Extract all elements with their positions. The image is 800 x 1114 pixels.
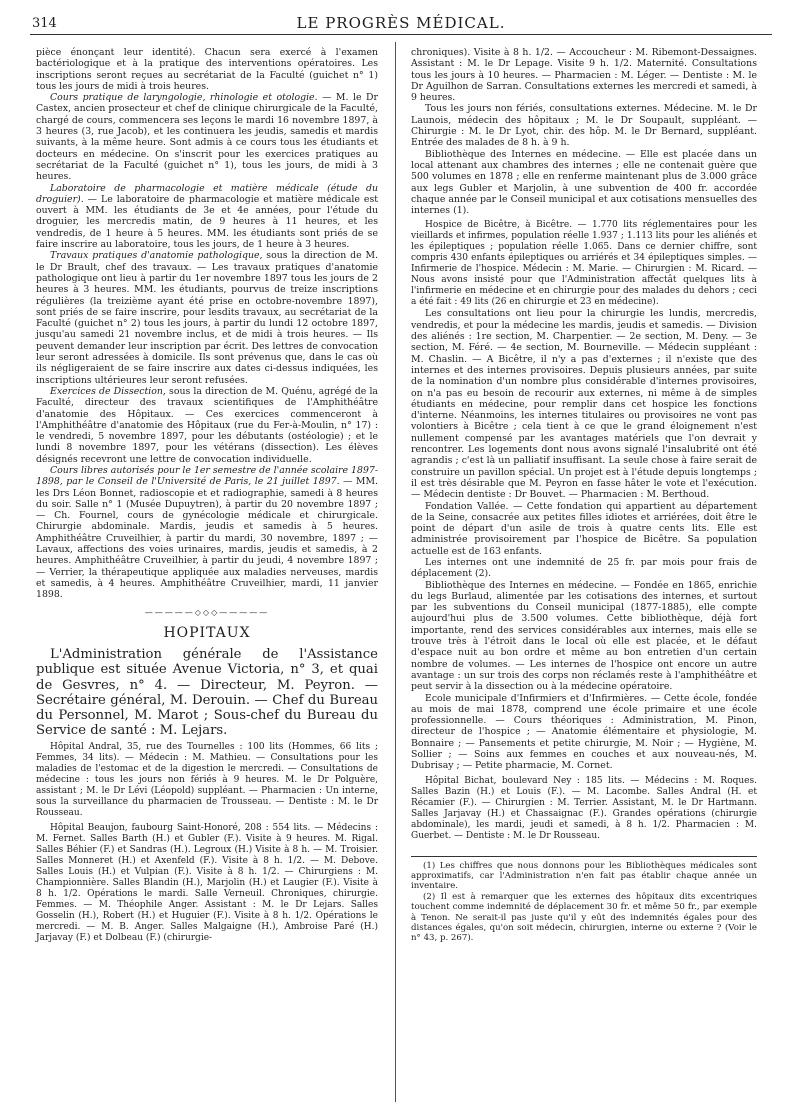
right-column (411, 47, 757, 944)
paragraph (36, 465, 378, 601)
paragraph: Tous les jours non fériés, consultations externes. Médecine. M. le Dr Launois, médecin des hôpitaux ; M. le Dr Soupault, suppléant. — Chirurgie : M. le Dr Lyot, chir. des hôp. M. le Dr Bernard, suppléant. Entrée des malades de 8 h. à 9 h. (411, 103, 757, 149)
separator-ornament: —————◇◇◇————— (144, 607, 270, 617)
left-column (36, 47, 378, 944)
column-divider (395, 42, 396, 1102)
paragraph: Bibliothèque des Internes en médecine. — Fondée en 1865, enrichie du legs Burlaud, alimentée par les cotisations des internes, et surtout par les subventions du Conseil municipal (1877-1885), elle compte aujourd'hui plus de 3.500 volumes. Cette bibliothèque, déjà fort importante, rend des services considérables aux internes, mais elle se trouve très à l'étroit dans le local où elle est placée, et le défaut d'espace nuit au bon ordre et même au bon entretien d'un certain nombre de volumes. — Les internes de l'hospice ont encore un autre avantage : un sur trois des corps non réclamés reste à l'amphithéâtre et peut servir à la dissection ou à la médecine opératoire. (411, 579, 757, 693)
page-number: 314 (32, 16, 57, 31)
paragraph-body: — M. le Dr Castex, ancien prosecteur et chef de clinique chirurgicale de la Faculté, chargé de cours, commencera ses leçons le mardi 16 novembre 1897, à 3 heures (3, rue Jacob), et les continuera les jeudis, samedis et mardis suivants, à la même heure. Sont admis à ce cours tous les étudiants et docteurs en médecine. On s'inscrit pour les exercices pratiques au secrétariat de la Faculté (guichet n° 1), tous les jours, de midi à 3 heures. (36, 92, 378, 183)
footnote-rule (411, 856, 757, 857)
paragraph: Ecole municipale d'Infirmiers et d'Infirmières. — Cette école, fondée au mois de mai 1878, comprend une école primaire et une école professionnelle. — Cours théoriques : Administration, M. Pinon, directeur de l'hospice ; — Anatomie élémentaire et physiologie, M. Bonnaire ; — Pansements et petite chirurgie, M. Noir ; — Hygiène, M. Sollier ; — Soins aux femmes en couches et aux nouveau-nés, M. Dubrisay ; — Petite pharmacie, M. Cornet. (411, 692, 757, 772)
page-header (30, 12, 772, 35)
section-title: HOPITAUX (163, 624, 251, 641)
paragraph (36, 92, 378, 182)
paragraph-body: — Le laboratoire de pharmacologie et matière médicale est ouvert à MM. les étudiants de 3e et 4e années, pour l'étude du droguier, les mercredis matin, de 9 heures à 11 heures, et les vendredis, de 1 heure à 5 heures. MM. les étudiants sont priés de se faire inscrire au laboratoire, tous les jours, de 1 heure à 3 heures. (36, 193, 378, 251)
lead-paragraph: L'Administration générale de l'Assistance publique est située Avenue Victoria, n° 3, et quai de Gesvres, n° 4. — Directeur, M. Peyron. — Secrétaire général, M. Derouin. — Chef du Bureau du Personnel, M. Marot ; Sous-chef du Bureau du Service de santé : M. Lejars. (36, 647, 378, 739)
paragraph: pièce énonçant leur identité). Chacun sera exercé à l'examen bactériologique et à la pratique des interventions opératoires. Les inscriptions seront reçues au secrétariat de la Faculté (guichet n° 1) tous les jours de midi à trois heures. (36, 47, 378, 92)
paragraph (36, 183, 378, 251)
hospital-entry: Hospice de Bicêtre, à Bicêtre. — 1.770 lits réglementaires pour les vieillards et infirmes, population réelle 1.937 ; 1.113 lits pour les aliénés et les épileptiques ; population réelle 1.065. Dans ce dernier chiffre, sont compris 430 enfants épileptiques ou arriérés et 34 épileptiques simples. — Infirmerie de l'hospice. Médecin : M. Marie. — Chirurgien : M. Ricard. — Nous avons insisté pour que l'Administration affectât quelques lits à l'infirmerie en médecine et en chirurgie pour des malades du dehors ; ceci a été fait : 49 lits (26 en chirurgie et 23 en médecine). (411, 220, 757, 308)
paragraph-title: Exercices de Dissection, (50, 385, 166, 397)
paragraph: Les internes ont une indemnité de 25 fr. par mois pour frais de déplacement (2). (411, 556, 757, 580)
paragraph-title: Travaux pratiques d'anatomie pathologique, (50, 250, 263, 262)
paragraph: chroniques). Visite à 8 h. 1/2. — Accoucheur : M. Ribemont-Dessaignes. Assistant : M. le Dr Lepage. Visite 9 h. 1/2. Maternité. Consultations tous les jours à 10 heures. — Pharmacien : M. Léger. — Dentiste : M. le Dr Aguilhon de Sarran. Consultations externes les mercredi et samedi, à 9 heures. (411, 47, 757, 104)
hospital-entry: Hôpital Bichat, boulevard Ney : 185 lits. — Médecins : M. Roques. Salles Bazin (H.) et Louis (F.). — M. Lacombe. Salles Andral (H. et Récamier (F.). — Chirurgien : M. Terrier. Assistant, M. le Dr Hartmann. Salles Jarjavay (H.) et Chassaignac (F.). Grandes opérations (chirurgie abdominale), les mardi, jeudi et samedi, à 8 h. 1/2. Pharmacien : M. Guerbet. — Dentiste : M. le Dr Rousseau. (411, 775, 757, 841)
paragraph-title: Cours pratique de laryngologie, rhinologie et otologie. (50, 92, 318, 104)
hospital-entry: Hôpital Beaujon, faubourg Saint-Honoré, 208 : 554 lits. — Médecins : M. Fernet. Salles Barth (H.) et Gubler (F.). Visite à 9 heures. M. Rigal. Salles Béhier (F.) et Sandras (H.). Legroux (H.) Visite à 8 h. — M. Troisier. Salles Monneret (H.) et Axenfeld (F.). Visite à 8 h. 1/2. — M. Debove. Salles Louis (H.) et Vulpian (F.). Visite à 8 h. 1/2. — Chirurgiens : M. Championnière. Salles Blandin (H.), Marjolin (H.) et Laugier (F.). Visite à 8 h. 1/2. Opérations le mardi. Salle Verneuil. Chroniques, chirurgie. Femmes. — M. Théophile Anger. Assistant : M. le Dr Lejars. Salles Gosselin (H.), Robert (H.) et Huguier (F.). Visite à 8 h. 1/2. Opérations le mercredi. — M. B. Anger. Salles Malgaigne (H.), Ambroise Paré (H.) Jarjavay (F.) et Dolbeau (F.) (chirurgie- (36, 823, 378, 944)
paragraph: Fondation Vallée. — Cette fondation qui appartient au département de la Seine, consacrée aux petites filles idiotes et arriérées, doit être le point de départ d'un asile de trois à quatre cents lits. Elle est administrée provisoirement par l'hospice de Bicêtre. Sa population actuelle est de 163 enfants. (411, 500, 757, 557)
paragraph: Les consultations ont lieu pour la chirurgie les lundis, mercredis, vendredis, et pour la médecine les mardis, jeudis et samedis. — Division des aliénés : 1re section, M. Charpentier. — 2e section, M. Deny. — 3e section, M. Féré. — 4e section, M. Bourneville. — Médecin suppléant : M. Chaslin. — A Bicêtre, il n'y a pas d'externes ; il n'existe que des internes et des internes provisoires. Depuis plusieurs années, par suite de la nomination d'un nombre plus considérable d'internes provisoires, on n'a pas eu besoin de recourir aux externes, ni même à de simples étudiants en médecine, pour remplir dans cet hospice les fonctions d'interne. Néanmoins, les internes titulaires ou provisoires ne vont pas volontiers à Bicêtre ; cela tient à ce que le grand éloignement n'est nullement compensé par les avantages matériels que l'on devrait y rencontrer. Les logements dont nous avons signalé l'insalubrité ont été agrandis ; c'est là un palliatif insuffisant. La seule chose à faire serait de construire un pavillon spécial. Un projet est à l'étude depuis longtemps ; il est très désirable que M. Peyron en fasse hâter le vote et l'exécution. — Médecin dentiste : Dr Bouvet. — Pharmacien : M. Berthoud. (411, 308, 757, 501)
hospital-entry: Hôpital Andral, 35, rue des Tournelles : 100 lits (Hommes, 66 lits ; Femmes, 34 lits). — Médecin : M. Mathieu. — Consultations pour les maladies de l'estomac et de la digestion le mercredi. — Consultations de médecine : tous les jours non fériés à 9 heures. M. le Dr Polguère, assistant ; M. le Dr Lévi (Léopold) suppléant. — Pharmacien : Un interne, sous la surveillance du pharmacien de Trousseau. — Dentiste : M. le Dr Rousseau. (36, 742, 378, 819)
paragraph: Bibliothèque des Internes en médecine. — Elle est placée dans un local attenant aux chambres des internes ; elle ne contenait guère que 500 volumes en 1878 ; elle en renferme maintenant plus de 3.000 grâce aux legs Gubler et Marjolin, à une subvention de 400 fr. accordée chaque année par le Conseil municipal et aux cotisations mensuelles des internes (1). (411, 148, 757, 217)
footnote: (1) Les chiffres que nous donnons pour les Bibliothèques médicales sont approximatifs, car l'Administration n'en fait pas établir chaque année un inventaire. (411, 860, 757, 892)
footnote: (2) Il est à remarquer que les externes des hôpitaux dits excentriques touchent comme indemnité de déplacement 30 fr. et même 50 fr., par exemple à Tenon. Ne serait-il pas juste qu'il y eût des indemnités égales pour des distances égales, qu'on soit médecin, chirurgien, interne ou externe ? (Voir le n° 43, p. 267). (411, 891, 757, 944)
paragraph-title: Cours libres autorisés pour le 1er semestre de l'année scolaire 1897-1898, par le Conseil de l'Université de Paris, le 21 juillet 1897. (36, 464, 378, 488)
paragraph-body: sous la direction de M. le Dr Brault, chef des travaux. — Les travaux pratiques d'anatomie pathologique ont lieu à partir du 1er novembre 1897 tous les jours de 2 heures à 3 heures. MM. les étudiants, pourvus de treize inscriptions régulières (la treizième ayant été prise en octobre-novembre 1897), sont priés de se faire inscrire, pour lesdits travaux, au secrétariat de la Faculté (guichet n° 2) tous les jours, à partir du lundi 12 octobre 1897, jusqu'au samedi 21 novembre inclus, et de midi à trois heures. — Ils peuvent demander leur inscription par écrit. Des lettres de convocation leur seront adressées à domicile. Ils sont prévenus que, dans le cas où ils négligeraient de se faire inscrire aux dates ci-dessus indiquées, les inscriptions ultérieures leur seront refusées. (36, 250, 379, 386)
paragraph-body: — MM. les Drs Léon Bonnet, radioscopie et et radiographie, samedi à 8 heures du soir. Salle n° 1 (Musée Dupuytren), à partir du 20 novembre 1897 ; — Ch. Fournel, cours de gynécologie médicale et chirurgicale. Chirurgie abdominale. Mardis, jeudis et samedis à 5 heures. Amphithéâtre Cruveilhier, à partir du mardi, 30 novembre, 1897 ; — Lavaux, affections des voies urinaires, mardis, jeudis et samedis, à 2 heures. Amphithéâtre Cruveilhier, à partir du jeudi, 4 novembre 1897 ; — Verrier, la thérapeutique appliquée aux maladies nerveuses, mardis et samedis, à 4 heures. Amphithéâtre Cruveilhier, mardi, 11 janvier 1898. (36, 476, 378, 601)
paragraph (36, 250, 378, 386)
journal-title: LE PROGRÈS MÉDICAL. (296, 14, 506, 32)
paragraph (36, 386, 378, 465)
paragraph-body: sous la direction de M. Quénu, agrégé de la Faculté, directeur des travaux scientifiques de l'Amphithéâtre d'anatomie des Hôpitaux. — Ces exercices commenceront à l'Amphithéâtre d'anatomie des Hôpitaux (rue du Fer-à-Moulin, n° 17) : le vendredi, 5 novembre 1897, pour les débutants (ostéologie) ; et le lundi 8 novembre 1897, pour les vétérans (dissection). Les élèves désignés recevront une lettre de convocation individuelle. (36, 385, 378, 465)
paragraph-title: Laboratoire de pharmacologie et matière médicale (étude du droguier). (36, 182, 378, 205)
